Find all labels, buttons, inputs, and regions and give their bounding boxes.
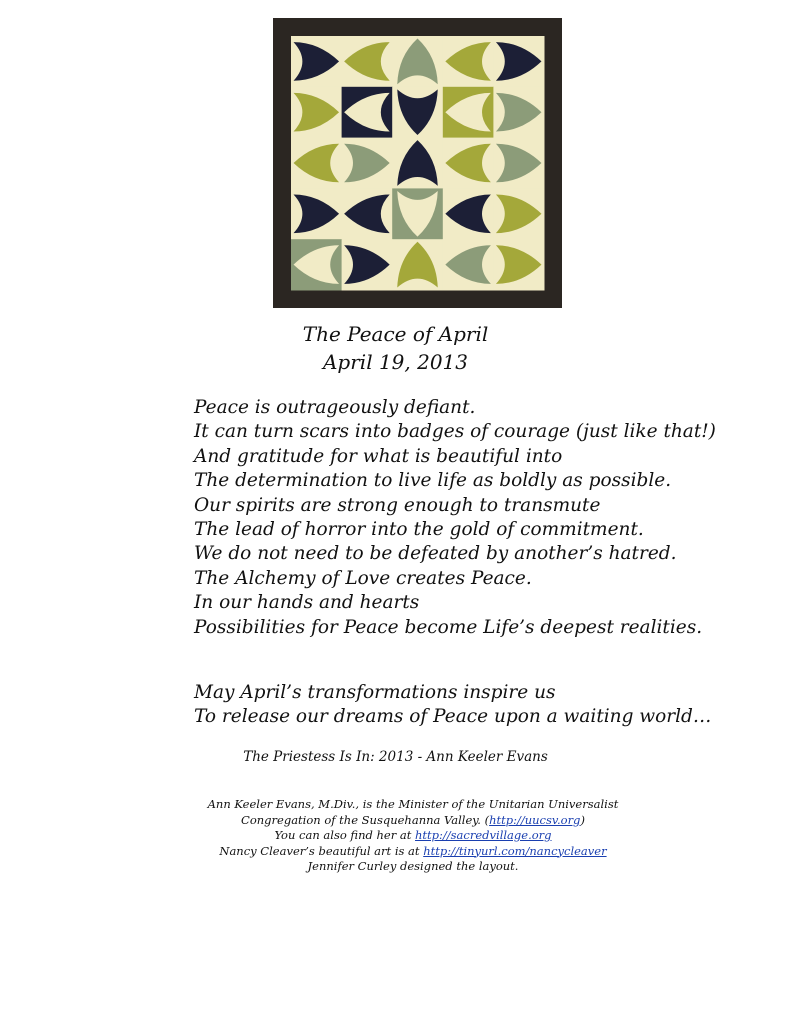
credits-line: [0, 844, 791, 860]
uucsv-link[interactable]: http://uucsv.org: [489, 812, 581, 827]
poem-line: In our hands and hearts: [194, 592, 420, 614]
credits-line: Ann Keeler Evans, M.Div., is the Minister of the Unitarian Universalist: [207, 797, 619, 811]
sacredvillage-link[interactable]: http://sacredvillage.org: [415, 828, 552, 842]
credits-line: [0, 813, 791, 829]
credits-text: ): [580, 812, 585, 827]
quilt-artwork: [273, 18, 562, 308]
credits-text: Congregation of the Susquehanna Valley. (: [241, 812, 490, 827]
poem-line: And gratitude for what is beautiful into: [194, 445, 563, 467]
poem-line: To release our dreams of Peace upon a waiting world…: [194, 706, 712, 728]
nancycleaver-link[interactable]: http://tinyurl.com/nancycleaver: [423, 843, 607, 858]
poem-line: Possibilities for Peace become Life’s deepest realities.: [194, 616, 703, 638]
poem-stanza-2: [194, 681, 784, 730]
credits-text: Nancy Cleaver’s beautiful art is at: [219, 843, 424, 858]
poem-line: It can turn scars into badges of courage (just like that!): [194, 421, 716, 443]
poem-stanza-1: [194, 396, 784, 640]
poem-date: April 19, 2013: [322, 350, 469, 374]
credits-line: Jennifer Curley designed the layout.: [307, 859, 519, 873]
poem-line: The lead of horror into the gold of commitment.: [194, 518, 644, 540]
poem-line: Peace is outrageously defiant.: [194, 397, 476, 418]
poem-title: The Peace of April: [302, 322, 489, 346]
poem-line: May April’s transformations inspire us: [194, 682, 556, 703]
quilt-image: [273, 18, 562, 308]
poem-line: The Alchemy of Love creates Peace.: [194, 567, 532, 589]
credits-block: [0, 797, 791, 875]
poem-line: We do not need to be defeated by another’s hatred.: [194, 543, 677, 565]
poem-line: The determination to live life as boldly as possible.: [194, 470, 672, 492]
credits-text: You can also find her at: [274, 828, 416, 842]
credits-line: [0, 828, 791, 844]
signature-line: The Priestess Is In: 2013 - Ann Keeler Evans: [243, 749, 548, 765]
poem-line: Our spirits are strong enough to transmute: [194, 494, 601, 516]
